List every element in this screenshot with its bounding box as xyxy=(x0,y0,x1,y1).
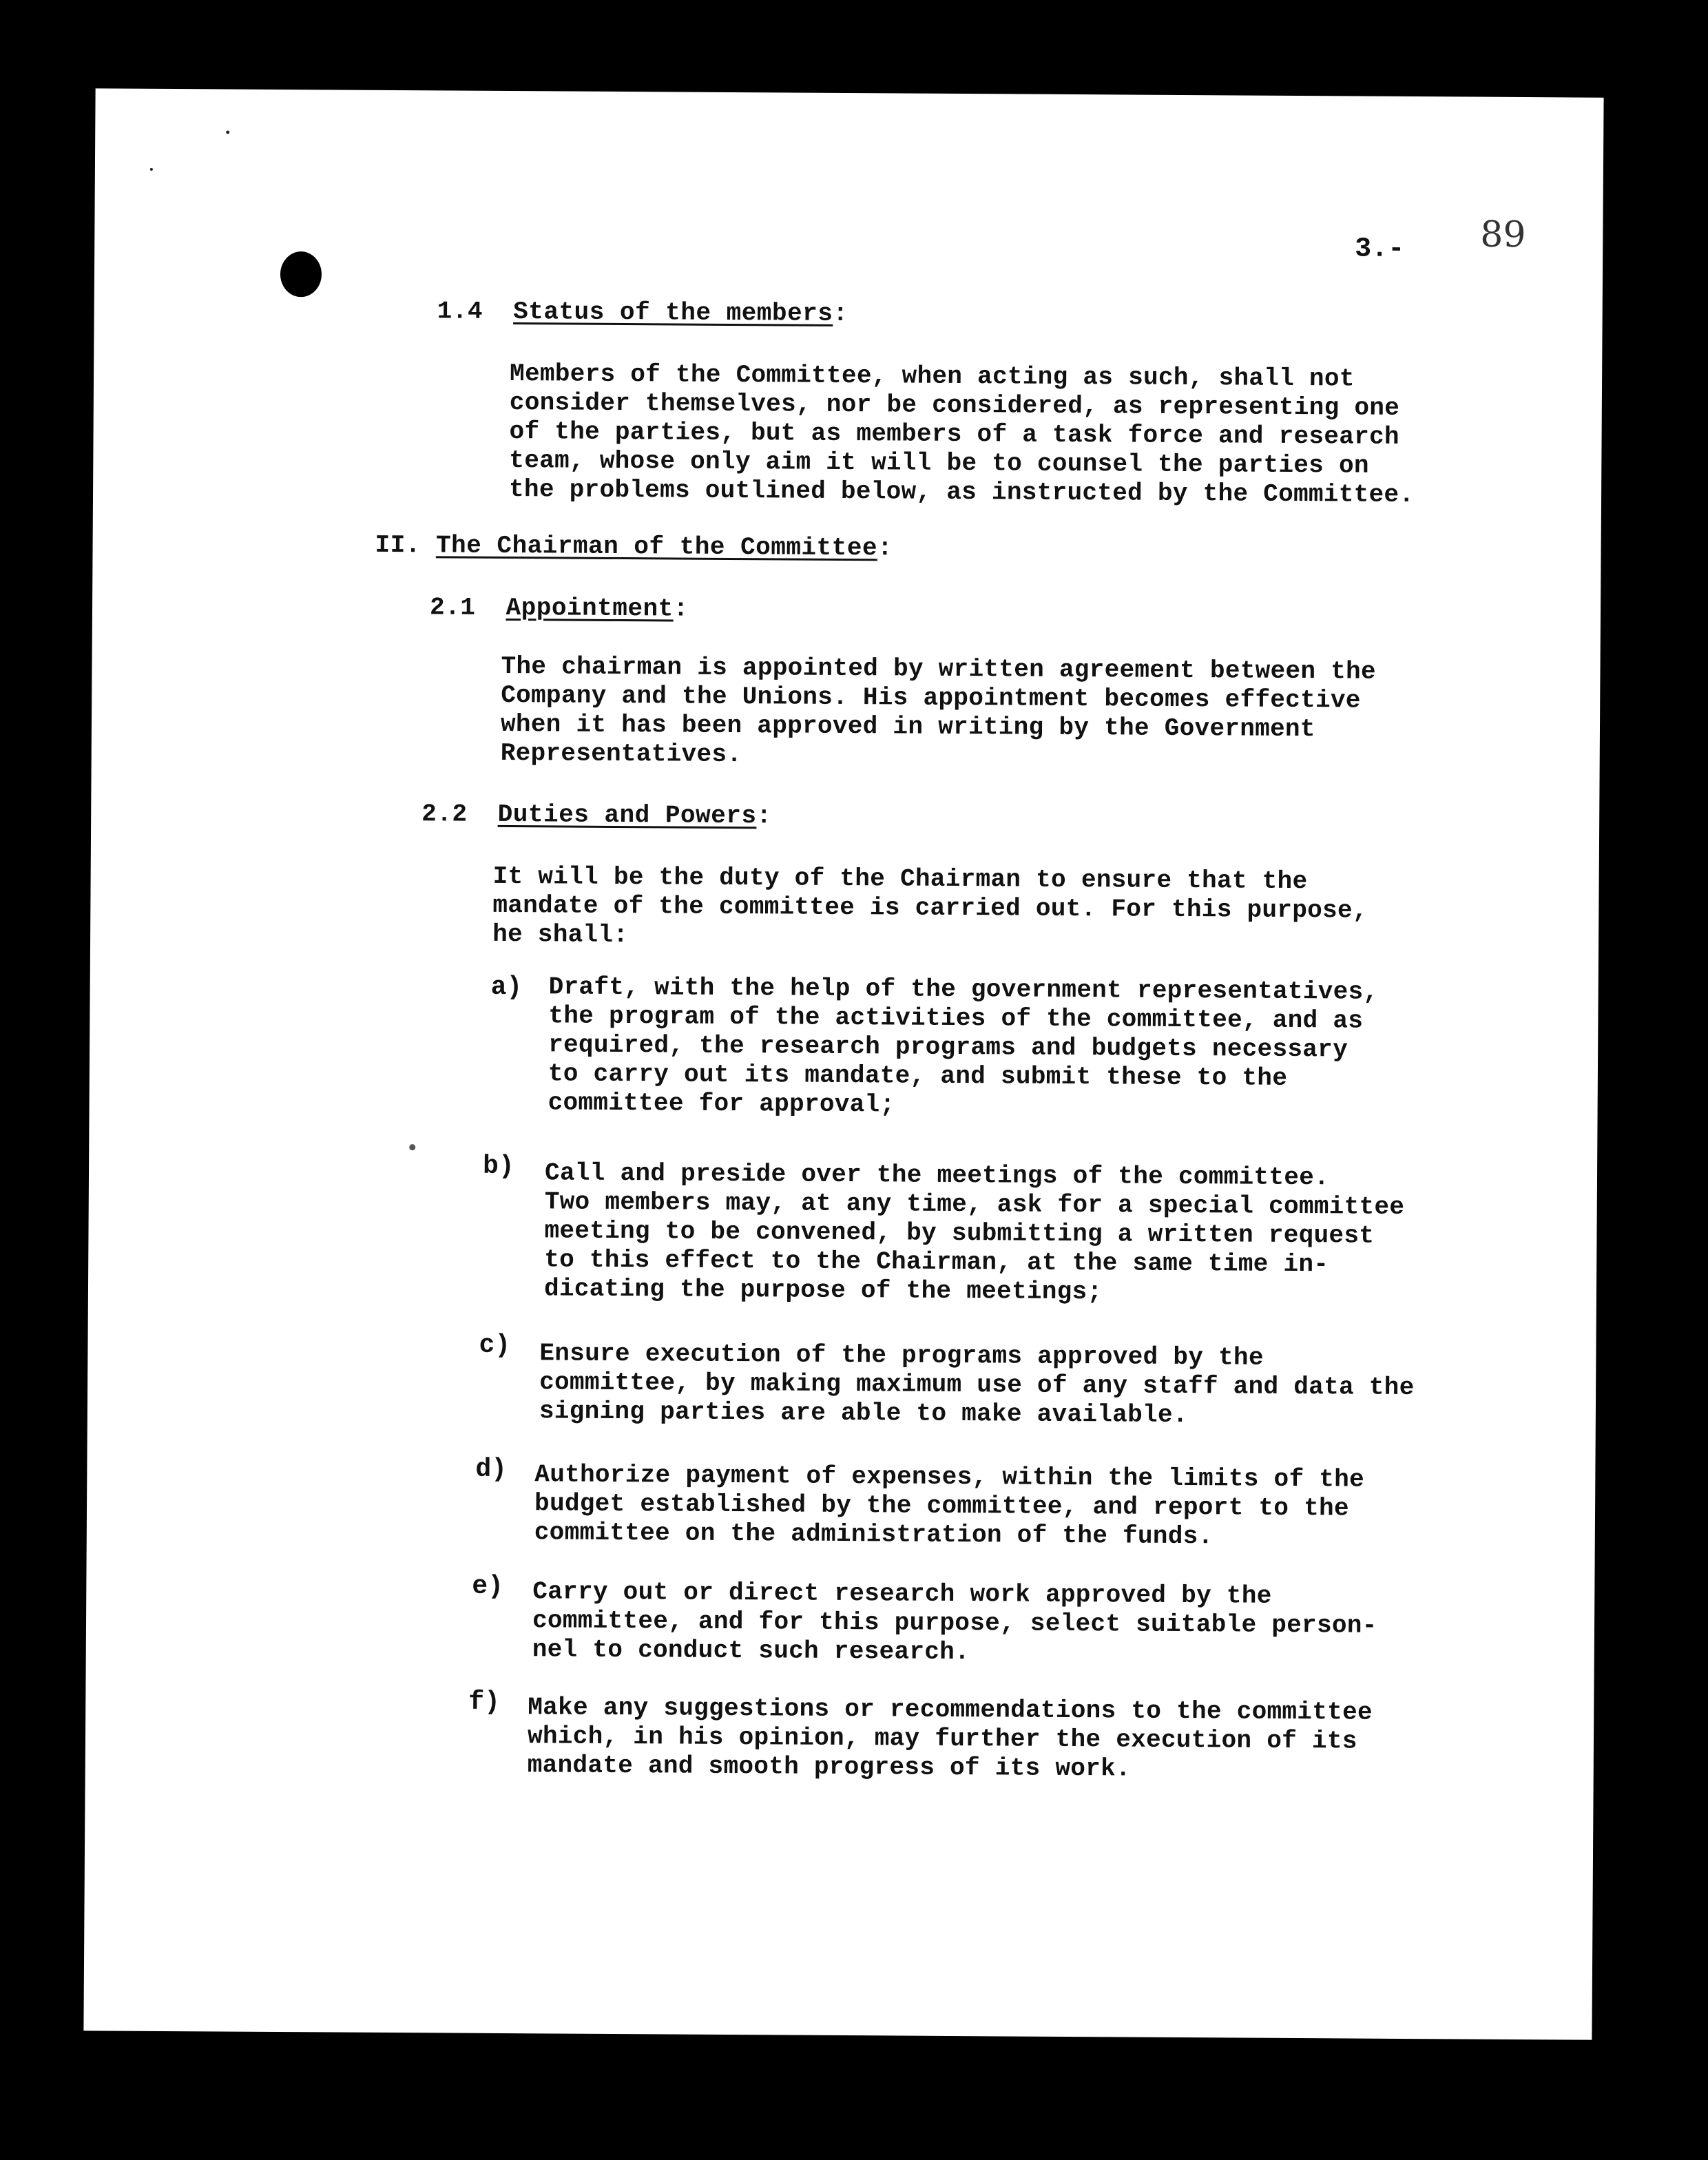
paragraph-line: signing parties are able to make available. xyxy=(539,1397,1188,1430)
item-b-text xyxy=(544,1159,1405,1309)
heading-colon: : xyxy=(673,594,689,623)
paragraph-line: meeting to be convened, by submitting a written request xyxy=(544,1216,1375,1250)
paragraph-line: when it has been approved in writing by the Government xyxy=(500,709,1315,744)
item-letter-a: a) xyxy=(490,972,523,1003)
section-number: II. xyxy=(375,530,421,560)
item-d-text xyxy=(534,1460,1364,1552)
paragraph-line: mandate and smooth progress of its work. xyxy=(527,1751,1132,1783)
paragraph-line: Carry out or direct research work approved by the xyxy=(532,1577,1272,1610)
stamp-number: 89 xyxy=(1480,214,1526,256)
section-number: 2.1 xyxy=(429,593,476,622)
item-letter-f: f) xyxy=(468,1687,501,1717)
item-letter-e: e) xyxy=(472,1571,504,1601)
section-title: Status of the members xyxy=(513,298,833,328)
paragraph-line: to carry out its mandate, and submit these to the xyxy=(548,1059,1288,1092)
paragraph-line: Ensure execution of the programs approved by the xyxy=(539,1339,1264,1372)
paragraph-line: Company and the Unions. His appointment becomes effective xyxy=(501,681,1361,715)
section-2-2-heading xyxy=(421,800,772,831)
heading-colon: : xyxy=(833,299,848,329)
document-page xyxy=(83,88,1603,2039)
scan-speck xyxy=(226,130,229,134)
section-title: Appointment xyxy=(506,593,674,623)
punch-hole-mark xyxy=(280,251,322,297)
section-2-1-heading xyxy=(430,593,689,623)
paragraph-line: required, the research programs and budgets necessary xyxy=(548,1030,1348,1064)
paragraph-line: committee, and for this purpose, select suitable person- xyxy=(532,1606,1377,1640)
paragraph-line: the problems outlined below, as instructed by the Committee. xyxy=(508,475,1415,510)
section-II-heading xyxy=(375,531,893,563)
paragraph-line: Call and preside over the meetings of the committee. xyxy=(544,1159,1330,1192)
item-e-text xyxy=(532,1577,1377,1669)
scan-speck xyxy=(150,168,153,171)
page-number: 3.- xyxy=(1355,233,1405,265)
paragraph-line: Members of the Committee, when acting as such, shall not xyxy=(509,360,1355,393)
item-a-text xyxy=(548,973,1379,1122)
paragraph-line: he shall: xyxy=(492,920,629,950)
paragraph-line: Draft, with the help of the government representatives, xyxy=(548,973,1379,1006)
paragraph-line: budget established by the committee, and report to the xyxy=(534,1489,1349,1523)
section-1-4-heading xyxy=(437,297,848,329)
paragraph-line: the program of the activities of the committee, and as xyxy=(548,1001,1364,1035)
paragraph-line: consider themselves, nor be considered, as representing one xyxy=(509,388,1400,422)
item-c-text xyxy=(539,1339,1415,1431)
item-f-text xyxy=(528,1693,1373,1785)
paragraph-line: mandate of the committee is carried out. For this purpose, xyxy=(492,891,1368,925)
paragraph-line: of the parties, but as members of a task force and research xyxy=(509,417,1400,451)
paragraph-line: Authorize payment of expenses, within the limits of the xyxy=(534,1460,1365,1494)
section-number: 2.2 xyxy=(421,800,468,829)
paragraph-line: nel to conduct such research. xyxy=(532,1635,970,1667)
section-2-1-body xyxy=(501,652,1376,773)
scan-speck xyxy=(409,1144,415,1150)
section-title: The Chairman of the Committee xyxy=(435,531,878,563)
section-number: 1.4 xyxy=(437,297,483,326)
paragraph-line: to this effect to the Chairman, at the same time in- xyxy=(544,1245,1329,1279)
section-1-4-body xyxy=(509,360,1415,510)
paragraph-line: which, in his opinion, may further the execution of its xyxy=(527,1722,1357,1756)
paragraph-line: Make any suggestions or recommendations to the committee xyxy=(528,1693,1373,1727)
paragraph-line: committee for approval; xyxy=(548,1088,895,1119)
section-2-2-intro xyxy=(492,862,1368,955)
item-letter-b: b) xyxy=(482,1151,514,1182)
paragraph-line: committee, by making maximum use of any staff and data the xyxy=(539,1368,1415,1402)
paragraph-line: The chairman is appointed by written agreement between the xyxy=(501,652,1377,686)
paragraph-line: Representatives. xyxy=(500,738,742,769)
paragraph-line: team, whose only aim it will be to counsel the parties on xyxy=(509,446,1369,480)
item-letter-d: d) xyxy=(475,1454,508,1485)
paragraph-line: It will be the duty of the Chairman to ensure that the xyxy=(492,862,1308,896)
paragraph-line: committee on the administration of the funds. xyxy=(534,1518,1214,1551)
paragraph-line: Two members may, at any time, ask for a special committee xyxy=(544,1187,1405,1221)
item-letter-c: c) xyxy=(479,1330,511,1361)
paragraph-line: dicating the purpose of the meetings; xyxy=(543,1274,1103,1307)
section-title: Duties and Powers xyxy=(497,800,757,831)
heading-colon: : xyxy=(877,534,893,563)
heading-colon: : xyxy=(756,802,772,831)
